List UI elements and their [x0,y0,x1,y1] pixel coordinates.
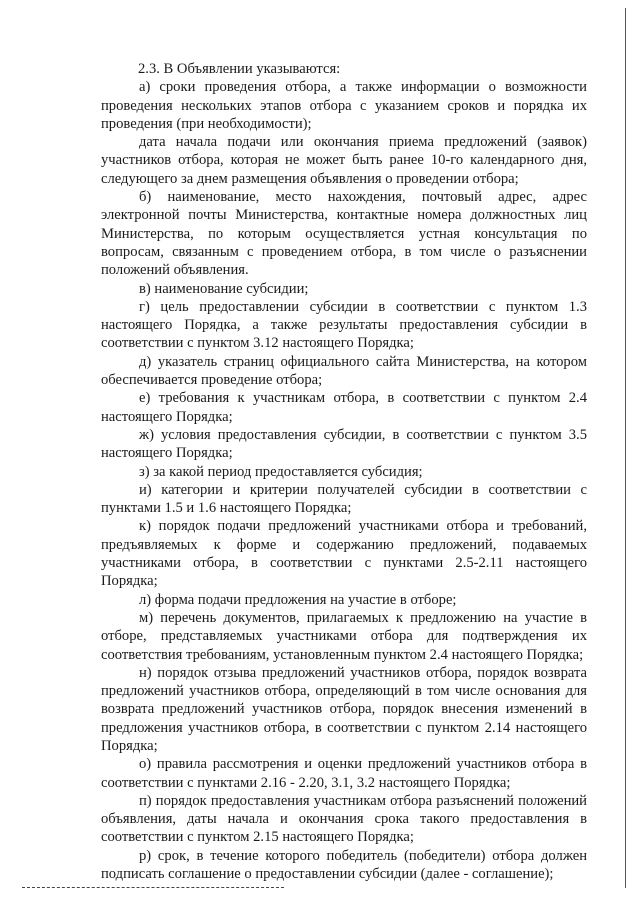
paragraph: н) порядок отзыва предложений участников отбора, порядок возврата предложений участников отбора, определяющий в том числе основания для возврата предложений участников отбора, порядок внесения изменений в предложения участников отбора, в соответствии с пунктом 2.14 настоящего Порядка; [101,664,587,754]
paragraph: а) сроки проведения отбора, а также информации о возможности проведения нескольких этапов отбора с указанием сроков и порядка их проведения (при необходимости); [101,79,587,132]
paragraph: в) наименование субсидии; [139,280,309,297]
footer-dashed-line [22,887,284,888]
paragraph: дата начала подачи или окончания приема предложений (заявок) участников отбора, которая не может быть ранее 10-го календарного дня, следующего за днем размещения объявления о проведении отбора; [101,134,587,187]
document-body [101,60,587,883]
page-edge-line [625,8,626,888]
section-heading: 2.3. В Объявлении указываются: [138,61,341,77]
paragraph: р) срок, в течение которого победитель (победители) отбора должен подписать соглашение о предоставлении субсидии (далее - соглашение); [101,847,587,883]
paragraph: п) порядок предоставления участникам отбора разъяснений положений объявления, даты начала и окончания срока такого предоставления в соответствии с пунктом 2.15 настоящего Порядка; [101,792,587,846]
paragraph: е) требования к участникам отбора, в соответствии с пунктом 2.4 настоящего Порядка; [101,390,587,425]
paragraph: д) указатель страниц официального сайта Министерства, на котором обеспечивается проведение отбора; [101,353,587,389]
paragraph: з) за какой период предоставляется субсидия; [139,463,423,480]
paragraph: г) цель предоставлении субсидии в соответствии с пунктом 1.3 настоящего Порядка, а также результаты предоставления субсидии в соответствии с пунктом 3.12 настоящего Порядка; [101,298,587,352]
paragraph: б) наименование, место нахождения, почтовый адрес, адрес электронной почты Министерства, контактные номера должностных лиц Министерства, по которым осуществляется устная консультация по вопросам, связанным с проведением отбора, в том числе о разъяснении положений объявления. [101,189,587,279]
paragraph: и) категории и критерии получателей субсидии в соответствии с пунктами 1.5 и 1.6 настоящего Порядка; [101,481,587,517]
paragraph: к) порядок подачи предложений участниками отбора и требований, предъявляемых к форме и содержанию предложений, подаваемых участниками отбора, в соответствии с пунктами 2.5-2.11 настоящего Порядка; [101,518,587,590]
paragraph: л) форма подачи предложения на участие в отборе; [139,591,457,608]
paragraph: м) перечень документов, прилагаемых к предложению на участие в отборе, представляемых участниками отбора для подтверждения их соответствия требованиям, установленным пунктом 2.4 настоящего Порядка; [101,609,587,663]
paragraph: о) правила рассмотрения и оценки предложений участников отбора в соответствии с пунктами 2.16 - 2.20, 3.1, 3.2 настоящего Порядка; [101,756,587,791]
paragraph: ж) условия предоставления субсидии, в соответствии с пунктом 3.5 настоящего Порядка; [101,426,587,462]
